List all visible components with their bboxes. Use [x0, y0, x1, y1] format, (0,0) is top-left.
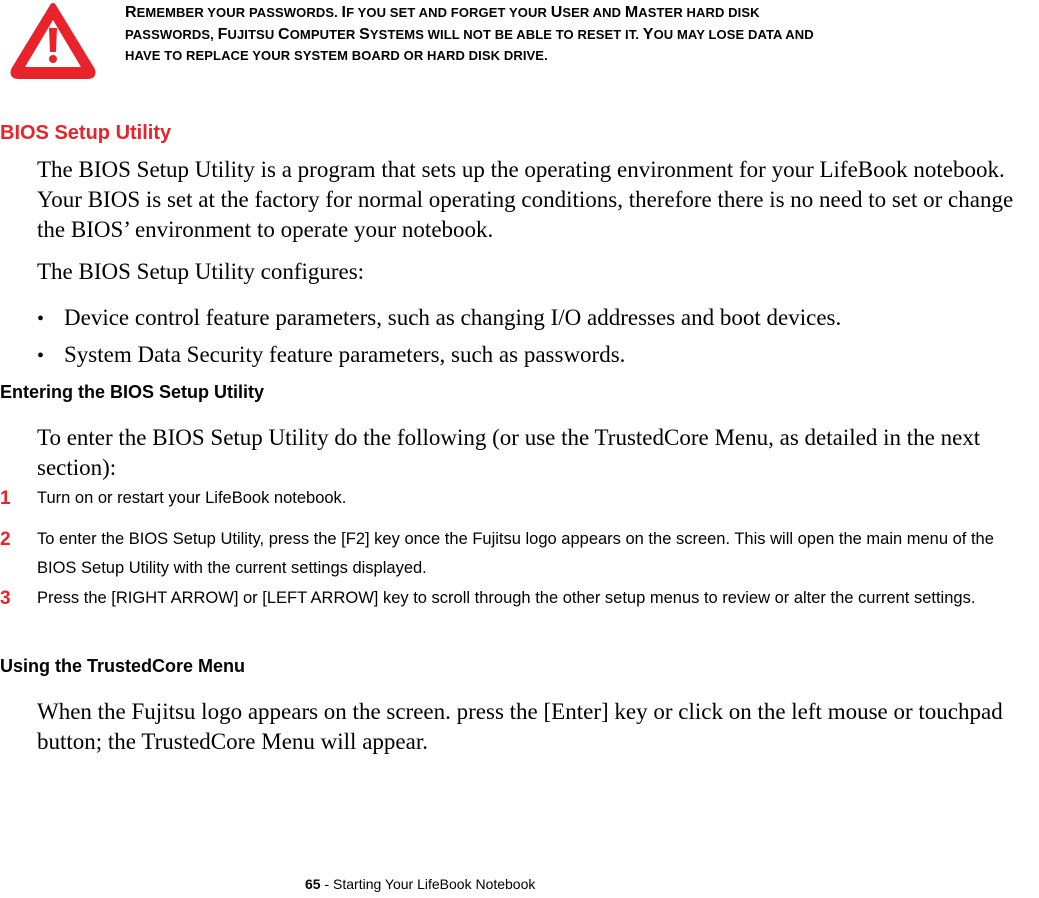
section-heading-entering-bios: Entering the BIOS Setup Utility	[0, 382, 265, 402]
trustedcore-paragraph: When the Fujitsu logo appears on the screen. press the [Enter] key or click on the left mouse or touchpad button; the TrustedCore Menu will appear.	[37, 699, 1003, 754]
step-text: Press the [RIGHT ARROW] or [LEFT ARROW] key to scroll through the other setup menus to review or alter the current settings.	[37, 589, 976, 607]
section-heading-trustedcore-menu: Using the TrustedCore Menu	[0, 656, 246, 676]
warning-line-2: PASSWORDS, FUJITSU COMPUTER SYSTEMS WILL NOT BE ABLE TO RESET IT. YOU MAY LOSE DATA AND	[125, 25, 814, 43]
step-number: 1	[0, 488, 11, 509]
page-number: 65	[305, 876, 321, 892]
step-text: To enter the BIOS Setup Utility, press the [F2] key once the Fujitsu logo appears on the screen. This will open the main menu of the BIOS Setup Utility with the current settings displayed.	[37, 530, 994, 577]
list-item: • Device control feature parameters, such as changing I/O addresses and boot devices.	[37, 303, 1037, 334]
step-number: 3	[0, 588, 11, 609]
warning-line-3: HAVE TO REPLACE YOUR SYSTEM BOARD OR HARD DISK DRIVE.	[125, 48, 548, 63]
bullet-icon: •	[37, 345, 45, 367]
footer-title: - Starting Your LifeBook Notebook	[320, 876, 536, 892]
warning-line-1: REMEMBER YOUR PASSWORDS. IF YOU SET AND FORGET YOUR USER AND MASTER HARD DISK	[125, 4, 760, 21]
warning-triangle-icon	[8, 0, 98, 80]
section-heading-bios-setup-utility: BIOS Setup Utility	[0, 122, 172, 144]
entering-bios-paragraph: To enter the BIOS Setup Utility do the following (or use the TrustedCore Menu, as detailed in the next section):	[37, 425, 981, 480]
warning-notice	[125, 2, 1035, 67]
bios-intro-paragraph: The BIOS Setup Utility is a program that sets up the operating environment for your LifeBook notebook. Your BIOS is set at the factory for normal operating conditions, therefore there is no need to set or change the BIOS’ environment to operate your notebook.	[37, 157, 1014, 242]
step-text: Turn on or restart your LifeBook notebook.	[37, 489, 347, 507]
bullet-icon: •	[37, 308, 45, 330]
bios-configures-paragraph: The BIOS Setup Utility configures:	[37, 259, 365, 284]
list-item: • System Data Security feature parameters, such as passwords.	[37, 340, 1037, 371]
step-number: 2	[0, 529, 11, 550]
page-footer	[305, 876, 535, 892]
